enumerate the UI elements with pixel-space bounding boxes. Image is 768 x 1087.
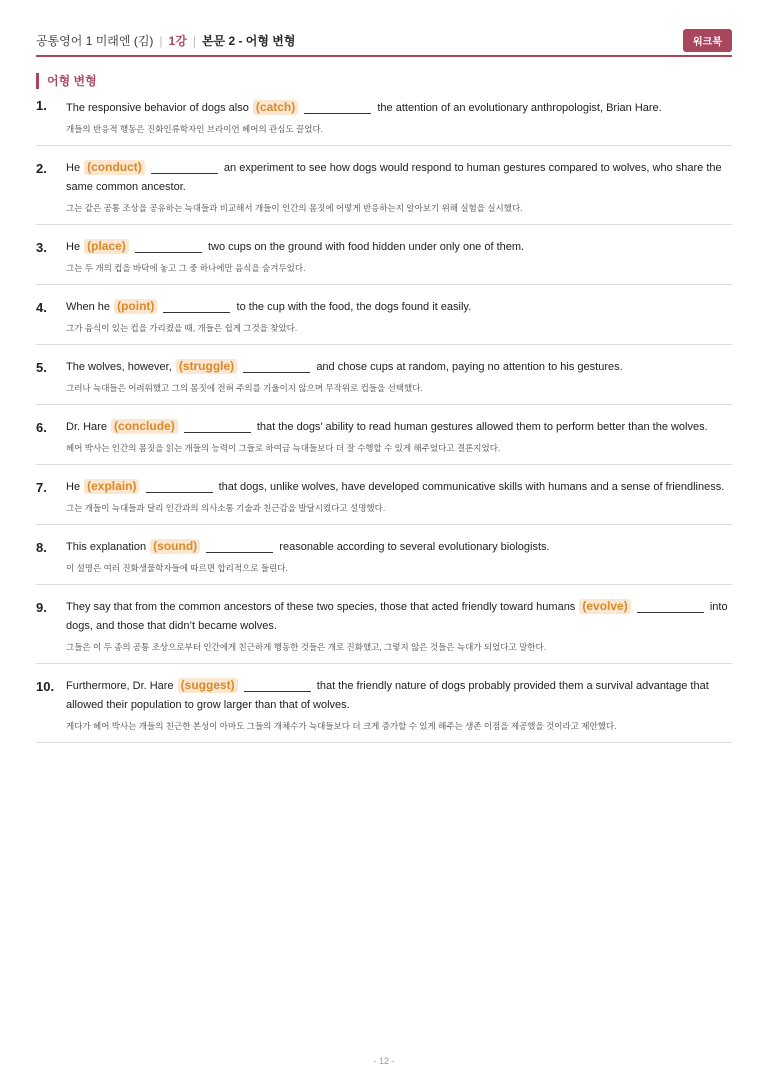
item-number: 5. bbox=[36, 360, 47, 375]
sentence-end: that dogs, unlike wolves, have developed communicative skills with humans and a sense of friendliness. bbox=[218, 481, 725, 493]
item-number: 10. bbox=[36, 679, 55, 694]
item-number: 8. bbox=[36, 540, 47, 555]
korean-translation: 그는 같은 공통 조상을 공유하는 늑대들과 비교해서 개들이 인간의 몸짓에 어떻게 반응하는지 알아보기 위해 실험을 실시했다. bbox=[66, 203, 523, 213]
exercise-item bbox=[36, 225, 732, 285]
sentence-start: They say that from the common ancestors of these two species, those that acted friendly toward humans bbox=[66, 601, 576, 613]
english-sentence bbox=[66, 358, 732, 377]
korean-translation: 그는 개들이 늑대들과 달리 인간과의 의사소통 기술과 친근감을 발달시켰다고 설명했다. bbox=[66, 503, 386, 513]
sentence-start: He bbox=[66, 162, 81, 174]
item-number: 9. bbox=[36, 600, 47, 615]
sentence-end: the attention of an evolutionary anthropologist, Brian Hare. bbox=[377, 102, 662, 114]
workbook-badge: 워크북 bbox=[683, 29, 732, 52]
sentence-end: and chose cups at random, paying no attention to his gestures. bbox=[316, 361, 623, 373]
divider: | bbox=[192, 34, 196, 48]
item-number: 2. bbox=[36, 161, 47, 176]
header-breadcrumb bbox=[36, 32, 296, 49]
korean-translation: 그러나 늑대들은 어려워했고 그의 몸짓에 전혀 주의를 기울이지 않으며 무작위로 컵들을 선택했다. bbox=[66, 383, 423, 393]
verb-hint: (catch) bbox=[253, 100, 298, 115]
answer-blank[interactable] bbox=[163, 300, 230, 313]
korean-translation: 그들은 이 두 종의 공통 조상으로부터 인간에게 친근하게 행동한 것들은 개로 진화했고, 그렇지 않은 것들은 늑대가 되었다고 말한다. bbox=[66, 642, 547, 652]
exercise-item bbox=[36, 525, 732, 585]
korean-translation: 이 설명은 여러 진화생물학자들에 따르면 합리적으로 들린다. bbox=[66, 563, 288, 573]
exercise-item bbox=[36, 585, 732, 664]
answer-blank[interactable] bbox=[184, 420, 251, 433]
sentence-start: When he bbox=[66, 301, 111, 313]
exercise-item bbox=[36, 96, 732, 146]
sentence-start: The wolves, however, bbox=[66, 361, 172, 373]
item-number: 4. bbox=[36, 300, 47, 315]
sentence-start: Dr. Hare bbox=[66, 421, 107, 433]
answer-blank[interactable] bbox=[244, 679, 311, 692]
korean-translation: 헤어 박사는 인간의 몸짓을 읽는 개들의 능력이 그들로 하여금 늑대들보다 더 잘 수행할 수 있게 해주었다고 결론지었다. bbox=[66, 443, 501, 453]
verb-hint: (sound) bbox=[150, 539, 200, 554]
page-number: - 12 - bbox=[373, 1056, 395, 1066]
exercise-list bbox=[36, 96, 732, 743]
english-sentence bbox=[66, 478, 732, 497]
verb-hint: (conduct) bbox=[84, 160, 145, 175]
english-sentence bbox=[66, 159, 732, 197]
item-number: 6. bbox=[36, 420, 47, 435]
sentence-end: to the cup with the food, the dogs found it easily. bbox=[236, 301, 472, 313]
answer-blank[interactable] bbox=[243, 360, 310, 373]
verb-hint: (place) bbox=[84, 239, 129, 254]
english-sentence bbox=[66, 418, 732, 437]
answer-blank[interactable] bbox=[304, 101, 371, 114]
english-sentence bbox=[66, 598, 732, 636]
english-sentence bbox=[66, 99, 732, 118]
english-sentence bbox=[66, 538, 732, 557]
korean-translation: 개들의 반응적 행동은 진화인류학자인 브라이언 헤어의 관심도 끌었다. bbox=[66, 124, 324, 134]
answer-blank[interactable] bbox=[637, 600, 704, 613]
answer-blank[interactable] bbox=[146, 480, 213, 493]
answer-blank[interactable] bbox=[206, 540, 273, 553]
page-header bbox=[36, 29, 732, 57]
section-title: 어형 변형 bbox=[36, 73, 97, 89]
verb-hint: (explain) bbox=[84, 479, 139, 494]
korean-translation: 그가 음식이 있는 컵을 가리켰을 때, 개들은 쉽게 그것을 찾았다. bbox=[66, 323, 298, 333]
sentence-start: He bbox=[66, 481, 81, 493]
korean-translation: 게다가 헤어 박사는 개들의 친근한 본성이 아마도 그들의 개체수가 늑대들보다 더 크게 증가할 수 있게 해주는 생존 이점을 제공했을 것이라고 제안했다. bbox=[66, 721, 617, 731]
english-sentence bbox=[66, 677, 732, 715]
sentence-start: This explanation bbox=[66, 541, 147, 553]
english-sentence bbox=[66, 238, 732, 257]
sentence-end: two cups on the ground with food hidden under only one of them. bbox=[207, 241, 525, 253]
sentence-start: Furthermore, Dr. Hare bbox=[66, 680, 174, 692]
exercise-item bbox=[36, 285, 732, 345]
divider: | bbox=[159, 34, 163, 48]
korean-translation: 그는 두 개의 컵을 바닥에 놓고 그 중 하나에만 음식을 숨겨두었다. bbox=[66, 263, 306, 273]
verb-hint: (struggle) bbox=[176, 359, 237, 374]
item-number: 3. bbox=[36, 240, 47, 255]
answer-blank[interactable] bbox=[135, 240, 202, 253]
exercise-item bbox=[36, 405, 732, 465]
sentence-start: The responsive behavior of dogs also bbox=[66, 102, 249, 114]
exercise-item bbox=[36, 664, 732, 743]
sentence-end: an experiment to see how dogs would respond to human gestures compared to wolves, who share the same common ancestor. bbox=[66, 162, 722, 193]
item-number: 1. bbox=[36, 98, 47, 113]
answer-blank[interactable] bbox=[151, 161, 218, 174]
sentence-end: reasonable according to several evolutionary biologists. bbox=[279, 541, 550, 553]
english-sentence bbox=[66, 298, 732, 317]
exercise-item bbox=[36, 146, 732, 225]
part-title: 본문 2 - 어형 변형 bbox=[201, 34, 296, 48]
sentence-end: into dogs, and those that didn’t became wolves. bbox=[66, 601, 728, 632]
lesson-label: 1강 bbox=[168, 34, 187, 48]
sentence-end: that the friendly nature of dogs probably provided them a survival advantage that allowed their population to grow larger than that of wolves. bbox=[66, 680, 709, 711]
verb-hint: (suggest) bbox=[178, 678, 238, 693]
verb-hint: (point) bbox=[114, 299, 157, 314]
exercise-item bbox=[36, 465, 732, 525]
sentence-start: He bbox=[66, 241, 81, 253]
verb-hint: (evolve) bbox=[579, 599, 630, 614]
item-number: 7. bbox=[36, 480, 47, 495]
exercise-item bbox=[36, 345, 732, 405]
course-title: 공통영어 1 미래엔 (김) bbox=[36, 34, 154, 48]
sentence-end: that the dogs’ ability to read human gestures allowed them to perform better than the wolves. bbox=[256, 421, 708, 433]
verb-hint: (conclude) bbox=[111, 419, 178, 434]
